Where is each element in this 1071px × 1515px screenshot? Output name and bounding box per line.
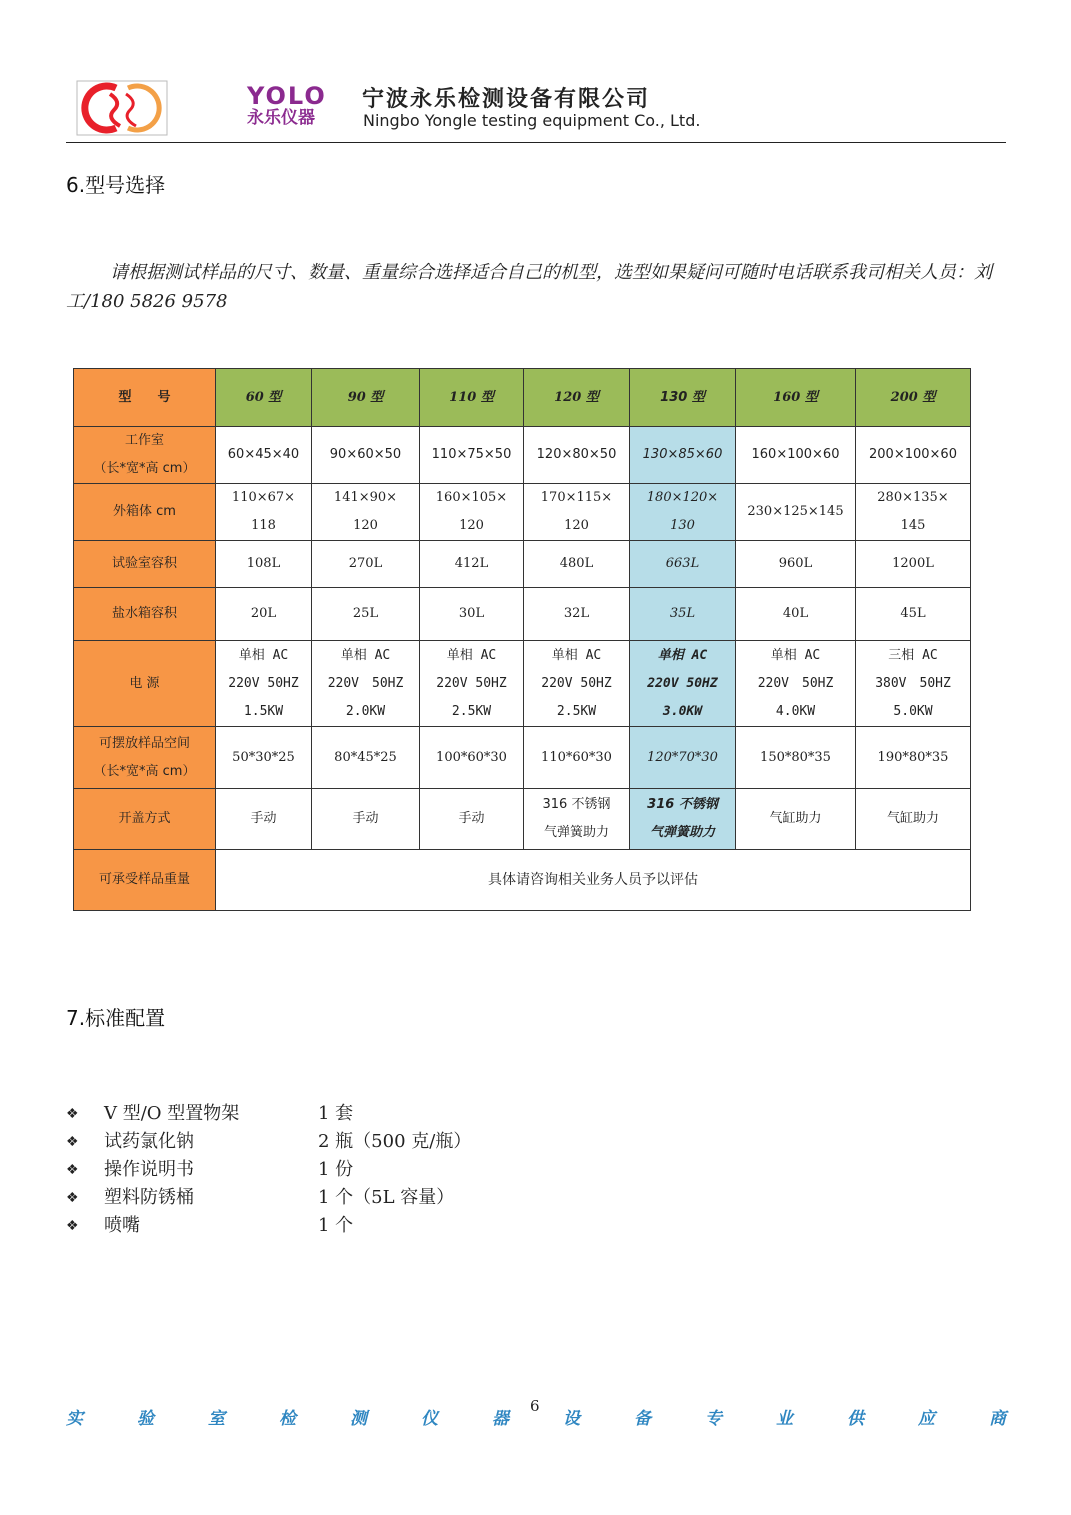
config-item-qty: 2 瓶（500 克/瓶）	[318, 1131, 472, 1152]
table-cell-highlight	[630, 789, 736, 850]
cell-line: 1.5KW	[243, 703, 284, 719]
cell-line: 220V 50HZ	[436, 675, 507, 691]
table-row	[74, 641, 971, 727]
cell-line: 380V 50HZ	[875, 675, 951, 691]
table-cell-highlight	[630, 484, 736, 541]
cell-line: 单相 AC	[770, 647, 821, 663]
table-cell: 手动	[420, 789, 524, 850]
cell-line: 110×67×	[231, 490, 296, 505]
table-cell: 160×100×60	[736, 427, 856, 484]
cell-line: 4.0KW	[775, 703, 816, 719]
slogan-char: 专	[705, 1409, 722, 1429]
row-label: 试验室容积	[74, 541, 216, 588]
cell-line: 气弹簧助力	[649, 825, 715, 840]
table-cell: 200×100×60	[856, 427, 971, 484]
company-name-en: Ningbo Yongle testing equipment Co., Ltd.	[363, 111, 701, 130]
brand-name-en: YOLO	[247, 82, 327, 110]
table-cell: 100*60*30	[420, 727, 524, 789]
cell-line: 145	[900, 518, 926, 533]
cell-line: 120	[459, 518, 484, 533]
row-label-line: 工作室	[124, 433, 164, 448]
cell-line: 2.0KW	[345, 703, 386, 719]
model-col-header: 160 型	[736, 369, 856, 427]
row-label: 外箱体 cm	[74, 484, 216, 541]
config-item-name: 喷嘴	[104, 1215, 140, 1236]
brand-name-cn: 永乐仪器	[247, 108, 315, 128]
cell-line: 2.5KW	[451, 703, 492, 719]
table-cell	[420, 484, 524, 541]
model-col-header: 200 型	[856, 369, 971, 427]
table-cell: 40L	[736, 588, 856, 641]
table-row	[74, 484, 971, 541]
table-cell: 60×45×40	[216, 427, 312, 484]
cell-line: 单相 AC	[446, 647, 497, 663]
row-label: 盐水箱容积	[74, 588, 216, 641]
list-item	[66, 1212, 666, 1240]
table-cell: 气缸助力	[856, 789, 971, 850]
model-col-header-highlight: 130 型	[630, 369, 736, 427]
table-cell: 480L	[524, 541, 630, 588]
config-item-name: 塑料防锈桶	[104, 1187, 194, 1208]
standard-config-list	[66, 1100, 666, 1240]
slogan-char: 商	[989, 1409, 1006, 1429]
slogan-char: 测	[350, 1409, 367, 1429]
config-item-name: 操作说明书	[104, 1159, 194, 1180]
row-label: 电 源	[74, 641, 216, 727]
table-cell: 90×60×50	[312, 427, 420, 484]
table-cell	[856, 484, 971, 541]
table-cell: 110*60*30	[524, 727, 630, 789]
table-row	[74, 789, 971, 850]
diamond-bullet-icon: ❖	[66, 1190, 79, 1206]
table-cell: 110×75×50	[420, 427, 524, 484]
cell-line: 单相 AC	[657, 647, 708, 663]
config-item-qty: 1 个	[318, 1215, 354, 1236]
table-row	[74, 588, 971, 641]
slogan-char: 验	[137, 1409, 154, 1429]
diamond-bullet-icon: ❖	[66, 1218, 79, 1234]
page-header	[66, 76, 1006, 143]
cell-line: 120	[353, 518, 378, 533]
cell-line: 141×90×	[333, 490, 398, 505]
cell-line: 220V 50HZ	[757, 675, 834, 691]
config-item-qty: 1 套	[318, 1103, 354, 1124]
cell-line: 316 不锈钢	[542, 797, 611, 812]
table-cell-highlight: 35L	[630, 588, 736, 641]
table-cell: 1200L	[856, 541, 971, 588]
table-cell: 960L	[736, 541, 856, 588]
table-cell: 190*80*35	[856, 727, 971, 789]
table-cell	[312, 641, 420, 727]
config-item-qty: 1 份	[318, 1159, 354, 1180]
table-cell	[736, 641, 856, 727]
table-cell-highlight	[630, 641, 736, 727]
row-label	[74, 727, 216, 789]
cell-line: 单相 AC	[238, 647, 289, 663]
diamond-bullet-icon: ❖	[66, 1106, 79, 1122]
weight-note-cell: 具体请咨询相关业务人员予以评估	[216, 850, 971, 911]
cell-line: 三相 AC	[888, 647, 938, 663]
table-cell: 50*30*25	[216, 727, 312, 789]
table-cell: 45L	[856, 588, 971, 641]
table-cell: 230×125×145	[736, 484, 856, 541]
table-row	[74, 850, 971, 911]
cell-line: 160×105×	[435, 490, 508, 505]
section-title-standard-config: 7.标准配置	[66, 1006, 166, 1030]
config-item-name: V 型/O 型置物架	[104, 1103, 240, 1124]
table-cell: 25L	[312, 588, 420, 641]
cell-line: 5.0KW	[893, 703, 933, 719]
diamond-bullet-icon: ❖	[66, 1162, 79, 1178]
table-cell	[216, 484, 312, 541]
cell-line: 单相 AC	[340, 647, 391, 663]
table-cell: 412L	[420, 541, 524, 588]
table-cell: 手动	[216, 789, 312, 850]
row-label: 开盖方式	[74, 789, 216, 850]
row-label-line: 可摆放样品空间	[98, 735, 190, 751]
cell-line: 单相 AC	[551, 647, 602, 663]
table-cell	[420, 641, 524, 727]
config-item-name: 试药氯化钠	[104, 1131, 194, 1152]
slogan-char: 检	[279, 1409, 296, 1429]
config-item-qty: 1 个（5L 容量）	[318, 1187, 455, 1208]
slogan-char: 设	[563, 1409, 580, 1429]
cell-line: 气弹簧助力	[543, 825, 609, 840]
table-cell: 手动	[312, 789, 420, 850]
cell-line: 316 不锈钢	[647, 797, 718, 812]
cell-line: 2.5KW	[556, 703, 597, 719]
table-cell	[856, 641, 971, 727]
list-item	[66, 1156, 666, 1184]
table-cell	[216, 641, 312, 727]
slogan-char: 器	[492, 1409, 509, 1429]
intro-paragraph: 请根据测试样品的尺寸、数量、重量综合选择适合自己的机型，选型如果疑问可随时电话联系我司相关人员：刘工/180 5826 9578	[66, 262, 992, 312]
list-item	[66, 1128, 666, 1156]
model-header-label: 型 号	[74, 369, 216, 427]
cell-line: 118	[251, 518, 276, 533]
slogan-char: 备	[634, 1409, 651, 1429]
section-title-model-selection: 6.型号选择	[66, 173, 166, 197]
table-cell	[524, 789, 630, 850]
table-cell	[524, 484, 630, 541]
table-cell: 270L	[312, 541, 420, 588]
company-name-cn: 宁波永乐检测设备有限公司	[362, 87, 651, 112]
table-cell: 120×80×50	[524, 427, 630, 484]
row-label	[74, 427, 216, 484]
model-col-header: 60 型	[216, 369, 312, 427]
cell-line: 170×115×	[540, 490, 613, 505]
table-row	[74, 427, 971, 484]
table-row	[74, 541, 971, 588]
row-label-line: （长*宽*高 cm）	[93, 461, 196, 476]
row-label-line: （长*宽*高 cm）	[93, 763, 196, 779]
cell-line: 130	[670, 518, 695, 533]
diamond-bullet-icon: ❖	[66, 1134, 79, 1150]
table-header-row	[74, 369, 971, 427]
table-cell: 32L	[524, 588, 630, 641]
table-cell: 80*45*25	[312, 727, 420, 789]
table-cell: 20L	[216, 588, 312, 641]
slogan-char: 仪	[421, 1409, 438, 1429]
table-cell-highlight: 663L	[630, 541, 736, 588]
table-cell: 150*80*35	[736, 727, 856, 789]
cell-line: 220V 50HZ	[647, 675, 718, 691]
cell-line: 120	[564, 518, 589, 533]
slogan-char: 业	[776, 1409, 793, 1429]
slogan-char: 供	[847, 1409, 864, 1429]
slogan-char: 室	[208, 1409, 225, 1429]
model-col-header: 110 型	[420, 369, 524, 427]
model-spec-table	[73, 368, 971, 911]
table-cell: 气缸助力	[736, 789, 856, 850]
list-item	[66, 1184, 666, 1212]
table-cell: 30L	[420, 588, 524, 641]
cell-line: 220V 50HZ	[228, 675, 299, 691]
table-cell-highlight: 130×85×60	[630, 427, 736, 484]
cell-line: 220V 50HZ	[327, 675, 404, 691]
table-cell: 108L	[216, 541, 312, 588]
table-cell	[312, 484, 420, 541]
page-number: 6	[530, 1397, 540, 1415]
cell-line: 180×120×	[646, 490, 719, 505]
model-col-header: 120 型	[524, 369, 630, 427]
slogan-char: 应	[918, 1409, 935, 1429]
cell-line: 220V 50HZ	[541, 675, 612, 691]
company-logo	[76, 80, 168, 136]
table-cell	[524, 641, 630, 727]
list-item	[66, 1100, 666, 1128]
model-col-header: 90 型	[312, 369, 420, 427]
table-row	[74, 727, 971, 789]
row-label: 可承受样品重量	[74, 850, 216, 911]
cell-line: 3.0KW	[662, 703, 703, 719]
table-cell-highlight: 120*70*30	[630, 727, 736, 789]
slogan-char: 实	[66, 1409, 83, 1429]
cell-line: 280×135×	[877, 490, 949, 505]
